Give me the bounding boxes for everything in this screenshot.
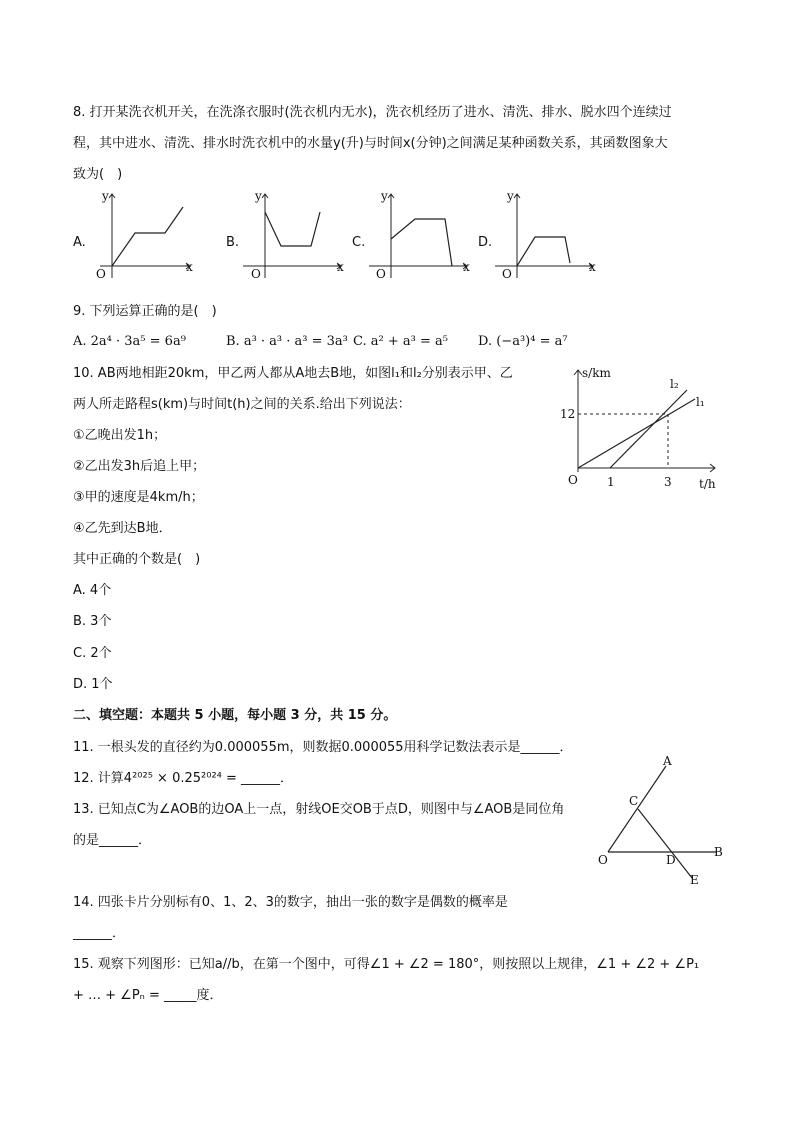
q8-option-b-label: B. [226, 235, 240, 250]
q13-label-b: B [714, 845, 723, 859]
q13-line1: 13. 已知点C为∠AOB的边OA上一点，射线OE交OB于点D，则图中与∠AOB是同位角 [73, 802, 565, 817]
q10-graph-l1: l₁ [696, 395, 705, 409]
graph-d-o: O [502, 267, 512, 281]
q15-line1: 15. 观察下列图形：已知a//b，在第一个图中，可得∠1 + ∠2 = 180°，则按照以上规律，∠1 + ∠2 + ∠P₁ [73, 957, 700, 972]
q8-graph-d [495, 186, 595, 286]
graph-a-o: O [96, 267, 106, 281]
q13-line2: 的是______． [73, 833, 152, 848]
graph-a-x: x [186, 260, 193, 274]
q13-label-a: A [663, 754, 672, 768]
q10-option-b: B. 3个 [73, 614, 112, 629]
q10-ask: 其中正确的个数是( ) [73, 552, 201, 567]
q14-line1: 14. 四张卡片分别标有0、1、2、3的数字，抽出一张的数字是偶数的概率是 [73, 895, 508, 910]
graph-b-y: y [255, 189, 262, 203]
q8-graph-c [369, 186, 469, 286]
q10-statement-1: ①乙晚出发1h； [73, 428, 167, 443]
q9-option-d: D. (−a³)⁴ = a⁷ [478, 334, 568, 349]
q10-graph-y-label: s/km [582, 366, 611, 380]
q9-option-a: A. 2a⁴ · 3a⁵ = 6a⁹ [73, 334, 186, 349]
q8-option-a-label: A. [73, 235, 86, 250]
q10-line1: 10. AB两地相距20km，甲乙两人都从A地去B地，如图l₁和l₂分别表示甲、乙 [73, 366, 513, 381]
q10-statement-4: ④乙先到达B地． [73, 521, 172, 536]
q15-line2: + … + ∠Pₙ = _____度． [73, 988, 223, 1003]
q13-label-d: D [666, 853, 676, 867]
graph-d-y: y [507, 189, 514, 203]
q8-line2: 程，其中进水、清洗、排水时洗衣机中的水量y(升)与时间x(分钟)之间满足某种函数关系，其函数图象大 [73, 136, 668, 151]
q11: 11. 一根头发的直径约为0.000055m，则数据0.000055用科学记数法表示是______． [73, 740, 573, 755]
q10-option-a: A. 4个 [73, 583, 112, 598]
q10-graph-l2: l₂ [670, 377, 679, 391]
q13-figure [595, 752, 745, 887]
q10-graph-origin: O [568, 473, 578, 487]
q10-line2: 两人所走路程s(km)与时间t(h)之间的关系.给出下列说法： [73, 397, 411, 412]
q10-option-d: D. 1个 [73, 677, 113, 692]
q8-line3: 致为( ) [73, 167, 123, 182]
graph-c-x: x [463, 260, 470, 274]
graph-d-x: x [589, 260, 596, 274]
graph-a-y: y [102, 189, 109, 203]
q8-line1: 8. 打开某洗衣机开关，在洗涤衣服时(洗衣机内无水)，洗衣机经历了进水、清洗、排水、脱水四个连续过 [73, 105, 672, 120]
q9-option-b: B. a³ · a³ · a³ = 3a³ [226, 334, 348, 349]
q10-graph-y-tick: 12 [560, 407, 576, 421]
q10-option-c: C. 2个 [73, 646, 112, 661]
q10-statement-2: ②乙出发3h后追上甲； [73, 459, 206, 474]
graph-c-y: y [381, 189, 388, 203]
q10-graph-x-tick-3: 3 [664, 475, 672, 489]
graph-c-o: O [376, 267, 386, 281]
q10-graph-x-label: t/h [699, 477, 716, 491]
q13-label-c: C [629, 794, 639, 808]
q10-graph [560, 362, 730, 492]
graph-b-o: O [251, 267, 261, 281]
q13-label-o: O [598, 853, 608, 867]
q10-graph-x-tick-1: 1 [607, 475, 615, 489]
q8-graph-a [90, 186, 193, 286]
q8-graph-b [243, 186, 343, 286]
q10-statement-3: ③甲的速度是4km/h； [73, 490, 204, 505]
section-2-heading: 二、填空题：本题共 5 小题，每小题 3 分，共 15 分。 [73, 708, 397, 723]
q12: 12. 计算4²⁰²⁵ × 0.25²⁰²⁴ = ______． [73, 771, 294, 786]
q13-label-e: E [690, 873, 699, 887]
q9-stem: 9. 下列运算正确的是( ) [73, 304, 217, 319]
q8-option-d-label: D. [478, 235, 493, 250]
q14-line2: ______． [73, 926, 126, 941]
q9-option-c: C. a² + a³ = a⁵ [353, 334, 448, 349]
graph-b-x: x [337, 260, 344, 274]
q8-option-c-label: C. [352, 235, 366, 250]
